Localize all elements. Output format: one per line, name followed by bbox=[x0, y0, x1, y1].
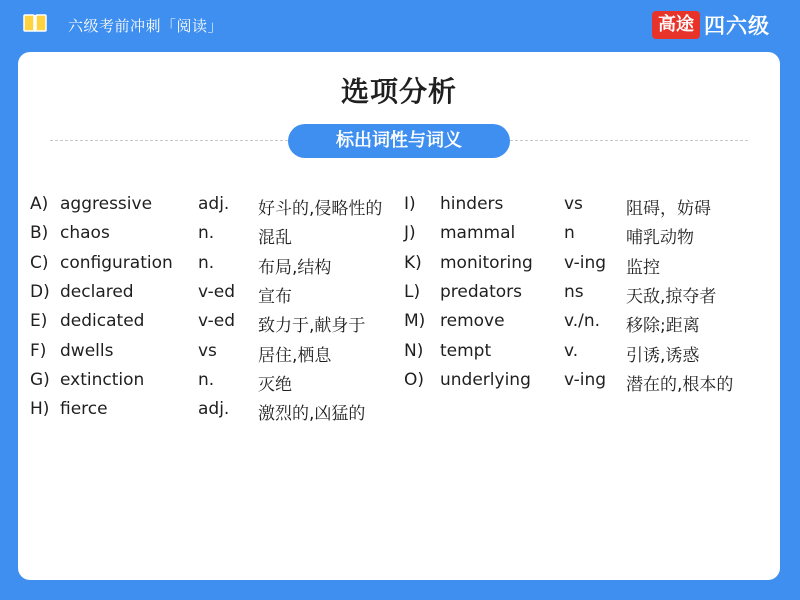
option-letter: I) bbox=[404, 194, 416, 214]
vocab-word: extinction bbox=[60, 369, 145, 390]
option-letter: N) bbox=[404, 340, 424, 361]
vocab-word: mammal bbox=[440, 223, 516, 244]
part-of-speech: v-ed bbox=[198, 311, 235, 332]
part-of-speech: vs bbox=[198, 340, 217, 361]
vocab-word: configuration bbox=[60, 252, 173, 273]
word-meaning: 致力于,献身于 bbox=[258, 316, 366, 337]
brand-badge: 高途 bbox=[652, 11, 700, 39]
content-card bbox=[18, 52, 780, 580]
word-meaning: 哺乳动物 bbox=[626, 228, 694, 249]
part-of-speech: v./n. bbox=[564, 311, 601, 332]
vocab-row bbox=[18, 341, 780, 369]
part-of-speech: adj. bbox=[198, 194, 230, 214]
page-title: 选项分析 bbox=[340, 75, 457, 108]
vocab-word: predators bbox=[440, 281, 522, 302]
vocab-row bbox=[18, 282, 780, 310]
top-bar bbox=[0, 0, 800, 50]
vocab-word: dedicated bbox=[60, 311, 145, 332]
vocab-word: remove bbox=[440, 311, 505, 332]
option-letter: J) bbox=[404, 223, 416, 244]
word-meaning: 宣布 bbox=[258, 286, 292, 307]
word-meaning: 混乱 bbox=[258, 228, 292, 249]
option-letter: M) bbox=[404, 311, 426, 332]
brand-logo bbox=[652, 10, 770, 40]
vocab-word: declared bbox=[60, 281, 134, 302]
option-letter: O) bbox=[404, 369, 425, 390]
vocab-word: fierce bbox=[60, 399, 108, 420]
vocab-row bbox=[18, 370, 780, 398]
vocab-row bbox=[18, 223, 780, 251]
vocab-word: underlying bbox=[440, 369, 531, 390]
part-of-speech: v-ing bbox=[564, 252, 607, 273]
option-letter: B) bbox=[30, 223, 49, 244]
option-letter: H) bbox=[30, 399, 50, 420]
header-title: 六级考前冲刺「阅读」 bbox=[68, 17, 224, 35]
part-of-speech: v-ing bbox=[564, 369, 607, 390]
part-of-speech: n bbox=[564, 223, 575, 244]
word-meaning: 激烈的,凶猛的 bbox=[258, 404, 366, 425]
option-letter: C) bbox=[30, 252, 49, 273]
part-of-speech: n. bbox=[198, 252, 215, 273]
word-meaning: 监控 bbox=[626, 257, 660, 278]
part-of-speech: adj. bbox=[198, 399, 230, 420]
vocab-word: chaos bbox=[60, 223, 110, 244]
word-meaning: 阻碍，妨碍 bbox=[626, 199, 711, 219]
part-of-speech: n. bbox=[198, 223, 215, 244]
brand-text: 四六级 bbox=[704, 14, 770, 38]
vocab-word: tempt bbox=[440, 340, 492, 361]
word-meaning: 布局,结构 bbox=[258, 257, 332, 278]
word-meaning: 居住,栖息 bbox=[258, 345, 332, 366]
word-meaning: 引诱,诱惑 bbox=[626, 345, 700, 366]
vocab-row bbox=[18, 194, 780, 222]
option-letter: F) bbox=[30, 340, 47, 361]
word-meaning: 移除;距离 bbox=[626, 316, 700, 337]
vocab-row bbox=[18, 253, 780, 281]
section-label-pill: 标出词性与词义 bbox=[288, 124, 510, 158]
part-of-speech: vs bbox=[564, 194, 583, 214]
vocab-row bbox=[18, 399, 780, 427]
part-of-speech: ns bbox=[564, 281, 584, 302]
vocab-word: dwells bbox=[60, 340, 114, 361]
option-letter: K) bbox=[404, 252, 422, 273]
part-of-speech: n. bbox=[198, 369, 215, 390]
vocab-word: monitoring bbox=[440, 252, 533, 273]
option-letter: D) bbox=[30, 281, 50, 302]
word-meaning: 潜在的,根本的 bbox=[626, 374, 734, 395]
option-letter: L) bbox=[404, 281, 421, 302]
vocab-row bbox=[18, 311, 780, 339]
vocab-word: aggressive bbox=[60, 194, 153, 214]
book-icon bbox=[22, 12, 48, 34]
vocab-word: hinders bbox=[440, 194, 504, 214]
word-meaning: 好斗的,侵略性的 bbox=[258, 199, 383, 219]
word-meaning: 灭绝 bbox=[258, 374, 292, 395]
option-letter: A) bbox=[30, 194, 49, 214]
part-of-speech: v-ed bbox=[198, 281, 235, 302]
option-letter: G) bbox=[30, 369, 50, 390]
word-meaning: 天敌,掠夺者 bbox=[626, 286, 717, 307]
part-of-speech: v. bbox=[564, 340, 579, 361]
option-letter: E) bbox=[30, 311, 48, 332]
